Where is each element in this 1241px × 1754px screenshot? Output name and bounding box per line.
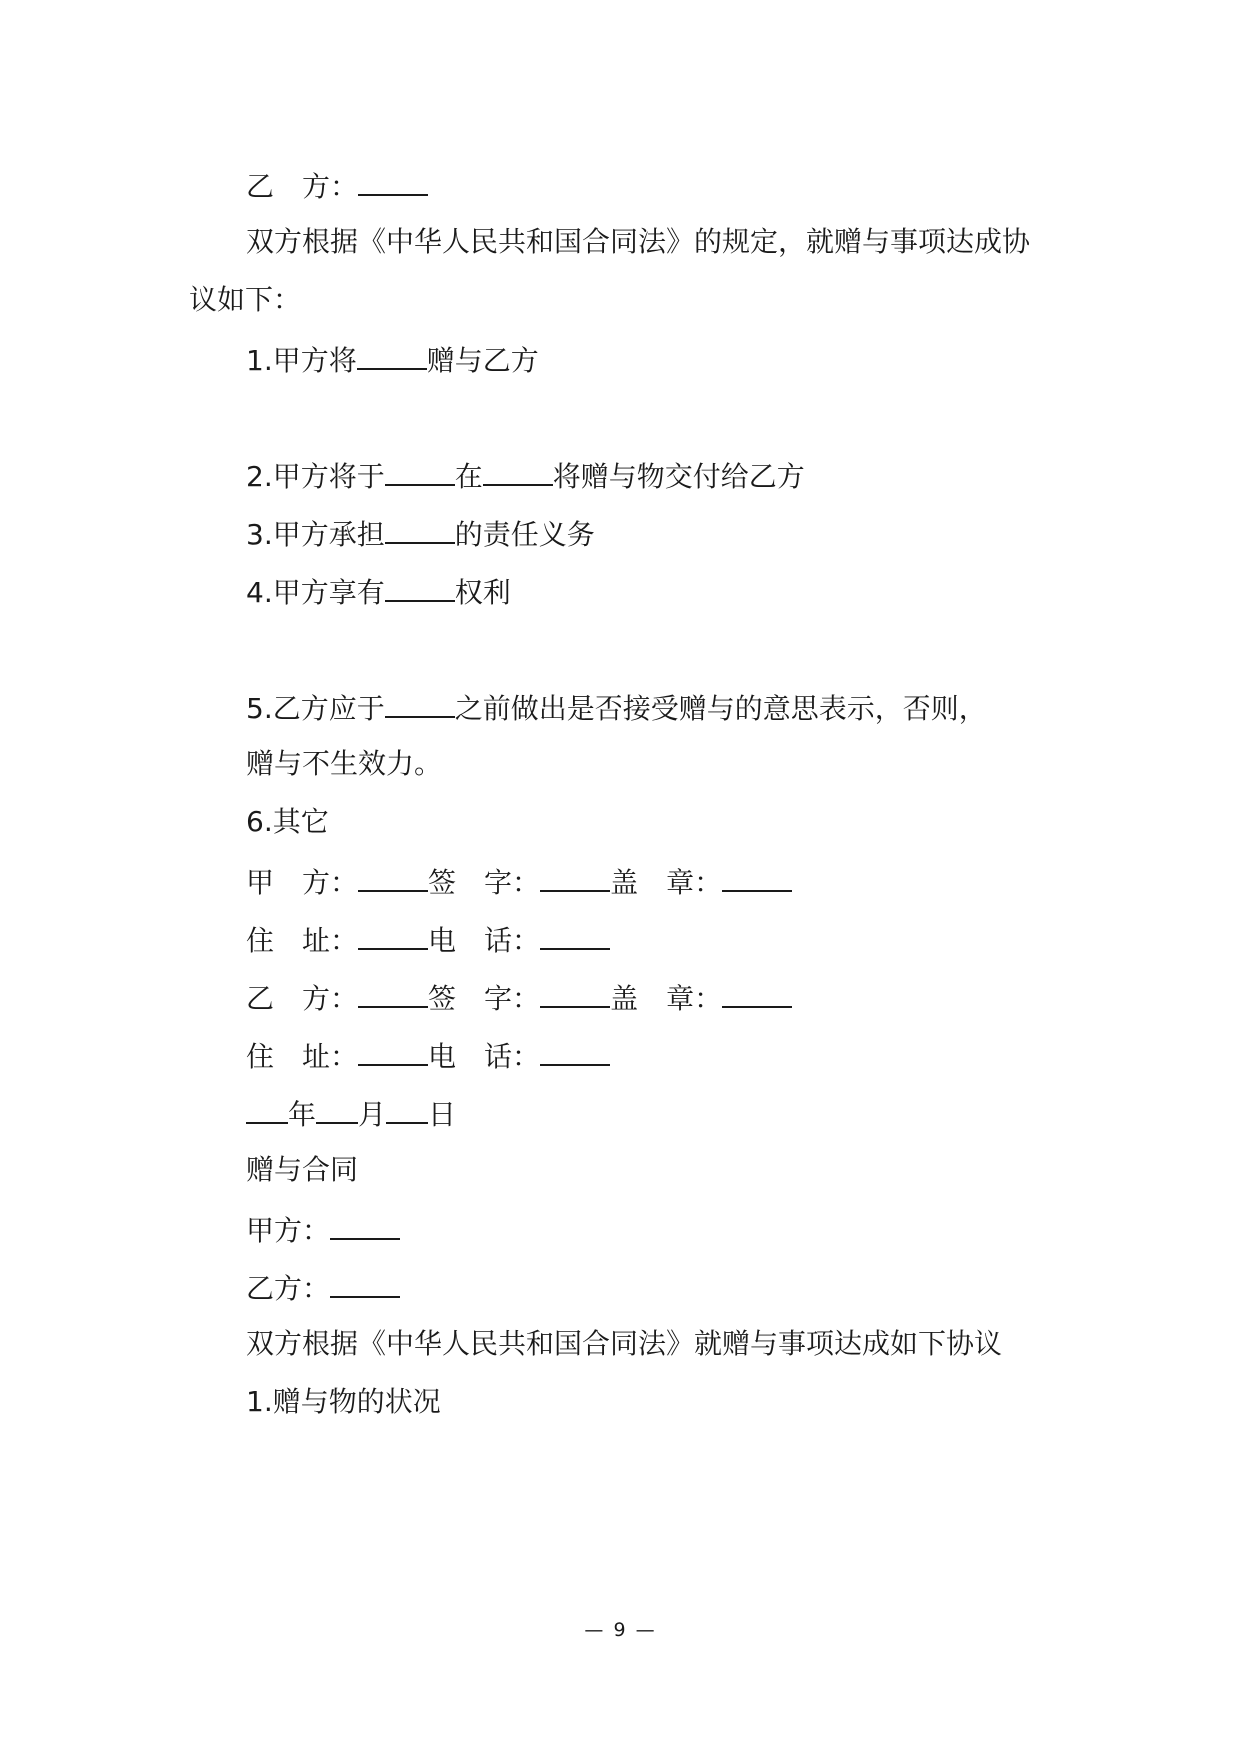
label-char: 章：: [666, 982, 723, 1015]
clause-text: 之前做出是否接受赠与的意思表示，否则，: [454, 692, 987, 725]
blank-field: [358, 164, 428, 196]
clause-1: [0, 338, 1241, 381]
blank-field: [330, 1208, 400, 1240]
blank-field: [246, 1092, 288, 1124]
date-label: 月: [358, 1098, 387, 1131]
blank-field: [316, 1092, 358, 1124]
clause-text: 3.甲方承担: [246, 518, 385, 551]
paragraph-text: 议如下：: [189, 283, 302, 316]
paragraph-line: [0, 280, 1241, 320]
blank-field: [357, 338, 427, 370]
label-char: 盖: [610, 982, 639, 1015]
label-char: 章：: [666, 866, 723, 899]
paragraph-text: 双方根据《中华人民共和国合同法》就赠与事项达成如下协议: [246, 1327, 1003, 1360]
clause-4: [0, 570, 1241, 613]
party-a-line: [0, 1208, 1241, 1251]
signature-line-party-b: [0, 976, 1241, 1019]
paragraph-text: 6.其它: [246, 805, 329, 838]
clause-text: 权利: [454, 576, 511, 609]
blank-field: [540, 918, 610, 950]
section-title: [0, 1150, 1241, 1190]
label-char: 址：: [302, 1040, 359, 1073]
label-text: 甲方：: [246, 1214, 331, 1247]
blank-field: [722, 976, 792, 1008]
clause-2: [0, 454, 1241, 497]
clause-1: [0, 1382, 1241, 1422]
blank-field: [330, 1266, 400, 1298]
blank-field: [385, 570, 455, 602]
blank-field: [358, 976, 428, 1008]
clause-6: [0, 802, 1241, 842]
blank-field: [540, 860, 610, 892]
paragraph-line: [0, 222, 1241, 262]
clause-text: 将赠与物交付给乙方: [552, 460, 805, 493]
paragraph-text: 双方根据《中华人民共和国合同法》的规定，就赠与事项达成协: [246, 225, 1031, 258]
label-char: 住: [246, 1040, 275, 1073]
paragraph-text: 1.赠与物的状况: [246, 1385, 441, 1418]
label-char: 字：: [484, 982, 541, 1015]
label-char: 乙: [246, 982, 275, 1015]
label-char: 方：: [302, 170, 359, 203]
label-char: 方：: [302, 982, 359, 1015]
label-char: 方：: [302, 866, 359, 899]
paragraph-text: 赠与不生效力。: [246, 747, 443, 780]
label-char: 甲: [246, 866, 275, 899]
blank-field: [358, 918, 428, 950]
label-char: 签: [428, 982, 457, 1015]
blank-field: [540, 1034, 610, 1066]
clause-text: 在: [454, 460, 483, 493]
blank-field: [540, 976, 610, 1008]
label-char: 乙: [246, 170, 275, 203]
label-text: 乙方：: [246, 1272, 331, 1305]
paragraph-line: [0, 744, 1241, 784]
clause-5: [0, 686, 1241, 729]
label-char: 签: [428, 866, 457, 899]
clause-text: 赠与乙方: [426, 344, 539, 377]
label-char: 电: [428, 1040, 457, 1073]
label-char: 住: [246, 924, 275, 957]
blank-field: [722, 860, 792, 892]
party-b-line: [0, 164, 1241, 207]
party-b-line: [0, 1266, 1241, 1309]
blank-field: [386, 1092, 428, 1124]
date-line: [0, 1092, 1241, 1135]
blank-field: [385, 454, 455, 486]
blank-field: [483, 454, 553, 486]
address-line-party-b: [0, 1034, 1241, 1077]
clause-text: 5.乙方应于: [246, 692, 385, 725]
label-char: 字：: [484, 866, 541, 899]
section-title-text: 赠与合同: [246, 1153, 359, 1186]
blank-field: [385, 686, 455, 718]
label-char: 话：: [484, 924, 541, 957]
page-number: — 9 —: [584, 1619, 657, 1641]
label-char: 址：: [302, 924, 359, 957]
paragraph-line: [0, 1324, 1241, 1364]
label-char: 盖: [610, 866, 639, 899]
label-char: 话：: [484, 1040, 541, 1073]
date-label: 日: [428, 1098, 457, 1131]
clause-text: 4.甲方享有: [246, 576, 385, 609]
blank-field: [358, 860, 428, 892]
blank-field: [385, 512, 455, 544]
clause-3: [0, 512, 1241, 555]
clause-text: 1.甲方将: [246, 344, 357, 377]
address-line-party-a: [0, 918, 1241, 961]
clause-text: 2.甲方将于: [246, 460, 385, 493]
date-label: 年: [288, 1098, 317, 1131]
clause-text: 的责任义务: [454, 518, 595, 551]
blank-field: [358, 1034, 428, 1066]
label-char: 电: [428, 924, 457, 957]
signature-line-party-a: [0, 860, 1241, 903]
